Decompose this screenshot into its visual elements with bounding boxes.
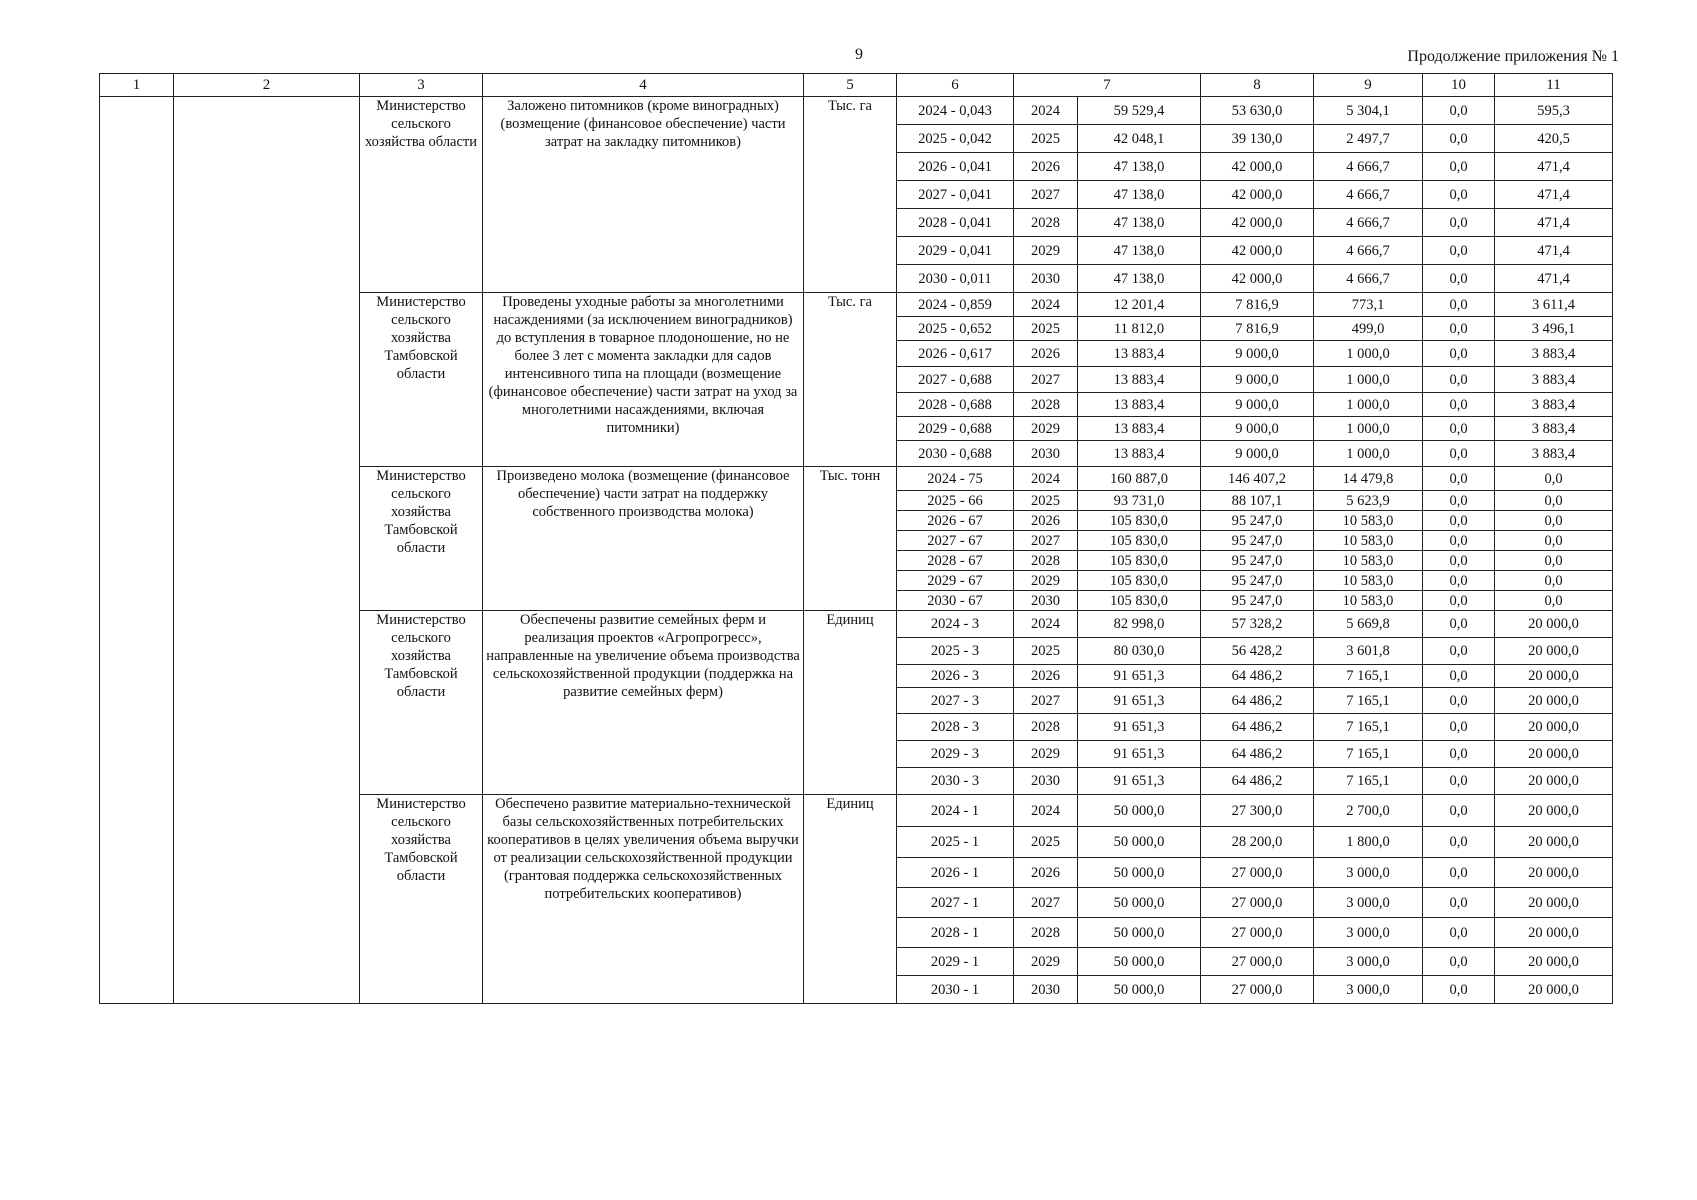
federal-budget-cell: 95 247,0: [1201, 591, 1314, 611]
local-budget-cell: 0,0: [1423, 827, 1495, 858]
extra-budget-cell: 0,0: [1495, 591, 1613, 611]
unit-cell: Тыс. га: [804, 293, 897, 467]
total-funding-cell: 91 651,3: [1078, 714, 1201, 741]
total-funding-cell: 91 651,3: [1078, 688, 1201, 714]
local-budget-cell: 0,0: [1423, 491, 1495, 511]
year-cell: 2030: [1014, 768, 1078, 795]
target-value-cell: 2030 - 3: [897, 768, 1014, 795]
extra-budget-cell: 20 000,0: [1495, 858, 1613, 888]
year-cell: 2027: [1014, 367, 1078, 393]
target-value-cell: 2026 - 0,617: [897, 341, 1014, 367]
extra-budget-cell: 471,4: [1495, 153, 1613, 181]
total-funding-cell: 13 883,4: [1078, 417, 1201, 441]
total-funding-cell: 91 651,3: [1078, 768, 1201, 795]
extra-budget-cell: 20 000,0: [1495, 665, 1613, 688]
regional-budget-cell: 1 000,0: [1314, 367, 1423, 393]
column-header: 7: [1014, 74, 1201, 97]
federal-budget-cell: 42 000,0: [1201, 237, 1314, 265]
total-funding-cell: 80 030,0: [1078, 638, 1201, 665]
local-budget-cell: 0,0: [1423, 551, 1495, 571]
year-cell: 2029: [1014, 571, 1078, 591]
regional-budget-cell: 3 000,0: [1314, 888, 1423, 918]
extra-budget-cell: 20 000,0: [1495, 918, 1613, 948]
federal-budget-cell: 95 247,0: [1201, 571, 1314, 591]
year-cell: 2028: [1014, 551, 1078, 571]
total-funding-cell: 47 138,0: [1078, 153, 1201, 181]
year-cell: 2026: [1014, 665, 1078, 688]
federal-budget-cell: 27 000,0: [1201, 918, 1314, 948]
regional-budget-cell: 1 000,0: [1314, 417, 1423, 441]
total-funding-cell: 91 651,3: [1078, 665, 1201, 688]
year-cell: 2030: [1014, 976, 1078, 1004]
local-budget-cell: 0,0: [1423, 153, 1495, 181]
regional-budget-cell: 4 666,7: [1314, 237, 1423, 265]
extra-budget-cell: 0,0: [1495, 511, 1613, 531]
federal-budget-cell: 146 407,2: [1201, 467, 1314, 491]
federal-budget-cell: 9 000,0: [1201, 341, 1314, 367]
year-cell: 2026: [1014, 511, 1078, 531]
target-value-cell: 2026 - 3: [897, 665, 1014, 688]
regional-budget-cell: 5 623,9: [1314, 491, 1423, 511]
extra-budget-cell: 3 883,4: [1495, 341, 1613, 367]
federal-budget-cell: 7 816,9: [1201, 293, 1314, 317]
federal-budget-cell: 39 130,0: [1201, 125, 1314, 153]
target-value-cell: 2026 - 1: [897, 858, 1014, 888]
program-table: [99, 73, 1613, 1004]
year-cell: 2028: [1014, 393, 1078, 417]
extra-budget-cell: 471,4: [1495, 265, 1613, 293]
total-funding-cell: 160 887,0: [1078, 467, 1201, 491]
year-cell: 2029: [1014, 948, 1078, 976]
extra-budget-cell: 0,0: [1495, 571, 1613, 591]
extra-budget-cell: 471,4: [1495, 181, 1613, 209]
target-value-cell: 2029 - 0,688: [897, 417, 1014, 441]
total-funding-cell: 11 812,0: [1078, 317, 1201, 341]
ministry-cell: Министерство сельского хозяйства Тамбовской области: [360, 795, 483, 1004]
federal-budget-cell: 42 000,0: [1201, 209, 1314, 237]
year-cell: 2027: [1014, 531, 1078, 551]
total-funding-cell: 105 830,0: [1078, 571, 1201, 591]
target-value-cell: 2027 - 0,688: [897, 367, 1014, 393]
regional-budget-cell: 14 479,8: [1314, 467, 1423, 491]
regional-budget-cell: 3 000,0: [1314, 918, 1423, 948]
extra-budget-cell: 471,4: [1495, 209, 1613, 237]
local-budget-cell: 0,0: [1423, 209, 1495, 237]
local-budget-cell: 0,0: [1423, 858, 1495, 888]
unit-cell: Единиц: [804, 611, 897, 795]
local-budget-cell: 0,0: [1423, 918, 1495, 948]
target-value-cell: 2029 - 67: [897, 571, 1014, 591]
local-budget-cell: 0,0: [1423, 795, 1495, 827]
local-budget-cell: 0,0: [1423, 97, 1495, 125]
target-value-cell: 2029 - 1: [897, 948, 1014, 976]
local-budget-cell: 0,0: [1423, 888, 1495, 918]
column-header: 11: [1495, 74, 1613, 97]
local-budget-cell: 0,0: [1423, 531, 1495, 551]
federal-budget-cell: 56 428,2: [1201, 638, 1314, 665]
table-body: [100, 74, 1613, 1004]
year-cell: 2030: [1014, 441, 1078, 467]
target-value-cell: 2026 - 67: [897, 511, 1014, 531]
extra-budget-cell: 3 883,4: [1495, 393, 1613, 417]
extra-budget-cell: 20 000,0: [1495, 768, 1613, 795]
total-funding-cell: 13 883,4: [1078, 393, 1201, 417]
target-value-cell: 2025 - 0,652: [897, 317, 1014, 341]
regional-budget-cell: 10 583,0: [1314, 571, 1423, 591]
total-funding-cell: 50 000,0: [1078, 976, 1201, 1004]
table-row: [100, 97, 1613, 125]
regional-budget-cell: 3 000,0: [1314, 858, 1423, 888]
regional-budget-cell: 2 497,7: [1314, 125, 1423, 153]
total-funding-cell: 105 830,0: [1078, 511, 1201, 531]
total-funding-cell: 47 138,0: [1078, 209, 1201, 237]
federal-budget-cell: 42 000,0: [1201, 265, 1314, 293]
year-cell: 2025: [1014, 827, 1078, 858]
local-budget-cell: 0,0: [1423, 441, 1495, 467]
column-header: 6: [897, 74, 1014, 97]
federal-budget-cell: 42 000,0: [1201, 153, 1314, 181]
total-funding-cell: 13 883,4: [1078, 367, 1201, 393]
regional-budget-cell: 4 666,7: [1314, 265, 1423, 293]
extra-budget-cell: 0,0: [1495, 491, 1613, 511]
year-cell: 2029: [1014, 237, 1078, 265]
federal-budget-cell: 7 816,9: [1201, 317, 1314, 341]
target-value-cell: 2027 - 1: [897, 888, 1014, 918]
target-value-cell: 2029 - 3: [897, 741, 1014, 768]
year-cell: 2025: [1014, 491, 1078, 511]
target-value-cell: 2024 - 1: [897, 795, 1014, 827]
regional-budget-cell: 4 666,7: [1314, 181, 1423, 209]
total-funding-cell: 12 201,4: [1078, 293, 1201, 317]
local-budget-cell: 0,0: [1423, 125, 1495, 153]
total-funding-cell: 13 883,4: [1078, 441, 1201, 467]
regional-budget-cell: 5 304,1: [1314, 97, 1423, 125]
local-budget-cell: 0,0: [1423, 265, 1495, 293]
target-value-cell: 2025 - 3: [897, 638, 1014, 665]
column-header: 3: [360, 74, 483, 97]
regional-budget-cell: 10 583,0: [1314, 511, 1423, 531]
total-funding-cell: 47 138,0: [1078, 265, 1201, 293]
extra-budget-cell: 20 000,0: [1495, 611, 1613, 638]
federal-budget-cell: 42 000,0: [1201, 181, 1314, 209]
result-description-cell: Проведены уходные работы за многолетними насаждениями (за исключением виноградников) до вступления в товарное плодоношение, но не более 3 лет с момента закладки для садов интенсивного типа на площади (возмещение (финансовое обеспечение) части затрат на уход за многолетними насаждениями, включая питомники): [483, 293, 804, 467]
result-description-cell: Обеспечены развитие семейных ферм и реализация проектов «Агропрогресс», направленные на увеличение объема производства сельскохозяйственной продукции (поддержка на развитие семейных ферм): [483, 611, 804, 795]
extra-budget-cell: 20 000,0: [1495, 888, 1613, 918]
federal-budget-cell: 9 000,0: [1201, 417, 1314, 441]
total-funding-cell: 13 883,4: [1078, 341, 1201, 367]
target-value-cell: 2027 - 0,041: [897, 181, 1014, 209]
extra-budget-cell: 20 000,0: [1495, 741, 1613, 768]
total-funding-cell: 93 731,0: [1078, 491, 1201, 511]
extra-budget-cell: 420,5: [1495, 125, 1613, 153]
federal-budget-cell: 27 000,0: [1201, 858, 1314, 888]
total-funding-cell: 82 998,0: [1078, 611, 1201, 638]
federal-budget-cell: 57 328,2: [1201, 611, 1314, 638]
extra-budget-cell: 3 496,1: [1495, 317, 1613, 341]
federal-budget-cell: 9 000,0: [1201, 367, 1314, 393]
year-cell: 2024: [1014, 293, 1078, 317]
local-budget-cell: 0,0: [1423, 571, 1495, 591]
federal-budget-cell: 27 000,0: [1201, 888, 1314, 918]
col1-cell: [100, 97, 174, 1004]
extra-budget-cell: 3 883,4: [1495, 417, 1613, 441]
extra-budget-cell: 20 000,0: [1495, 827, 1613, 858]
year-cell: 2027: [1014, 888, 1078, 918]
column-header: 5: [804, 74, 897, 97]
year-cell: 2029: [1014, 417, 1078, 441]
column-header: 1: [100, 74, 174, 97]
target-value-cell: 2025 - 66: [897, 491, 1014, 511]
target-value-cell: 2024 - 3: [897, 611, 1014, 638]
local-budget-cell: 0,0: [1423, 741, 1495, 768]
col2-cell: [174, 97, 360, 1004]
total-funding-cell: 91 651,3: [1078, 741, 1201, 768]
target-value-cell: 2028 - 67: [897, 551, 1014, 571]
regional-budget-cell: 7 165,1: [1314, 768, 1423, 795]
year-cell: 2028: [1014, 918, 1078, 948]
total-funding-cell: 59 529,4: [1078, 97, 1201, 125]
total-funding-cell: 105 830,0: [1078, 531, 1201, 551]
target-value-cell: 2030 - 1: [897, 976, 1014, 1004]
column-header: 10: [1423, 74, 1495, 97]
total-funding-cell: 50 000,0: [1078, 888, 1201, 918]
page-number: 9: [855, 46, 863, 63]
extra-budget-cell: 20 000,0: [1495, 688, 1613, 714]
local-budget-cell: 0,0: [1423, 393, 1495, 417]
extra-budget-cell: 20 000,0: [1495, 795, 1613, 827]
local-budget-cell: 0,0: [1423, 237, 1495, 265]
regional-budget-cell: 7 165,1: [1314, 688, 1423, 714]
target-value-cell: 2025 - 1: [897, 827, 1014, 858]
target-value-cell: 2029 - 0,041: [897, 237, 1014, 265]
year-cell: 2024: [1014, 795, 1078, 827]
extra-budget-cell: 0,0: [1495, 551, 1613, 571]
target-value-cell: 2028 - 1: [897, 918, 1014, 948]
column-number-row: [100, 74, 1613, 97]
local-budget-cell: 0,0: [1423, 317, 1495, 341]
target-value-cell: 2024 - 75: [897, 467, 1014, 491]
ministry-cell: Министерство сельского хозяйства Тамбовской области: [360, 467, 483, 611]
year-cell: 2030: [1014, 265, 1078, 293]
column-header: 2: [174, 74, 360, 97]
local-budget-cell: 0,0: [1423, 638, 1495, 665]
regional-budget-cell: 1 000,0: [1314, 441, 1423, 467]
extra-budget-cell: 20 000,0: [1495, 638, 1613, 665]
local-budget-cell: 0,0: [1423, 665, 1495, 688]
target-value-cell: 2026 - 0,041: [897, 153, 1014, 181]
regional-budget-cell: 7 165,1: [1314, 714, 1423, 741]
total-funding-cell: 50 000,0: [1078, 918, 1201, 948]
target-value-cell: 2027 - 3: [897, 688, 1014, 714]
total-funding-cell: 50 000,0: [1078, 795, 1201, 827]
federal-budget-cell: 95 247,0: [1201, 531, 1314, 551]
year-cell: 2027: [1014, 688, 1078, 714]
year-cell: 2028: [1014, 714, 1078, 741]
federal-budget-cell: 27 300,0: [1201, 795, 1314, 827]
local-budget-cell: 0,0: [1423, 591, 1495, 611]
regional-budget-cell: 1 800,0: [1314, 827, 1423, 858]
total-funding-cell: 47 138,0: [1078, 237, 1201, 265]
federal-budget-cell: 9 000,0: [1201, 441, 1314, 467]
extra-budget-cell: 3 883,4: [1495, 367, 1613, 393]
local-budget-cell: 0,0: [1423, 367, 1495, 393]
regional-budget-cell: 499,0: [1314, 317, 1423, 341]
total-funding-cell: 50 000,0: [1078, 827, 1201, 858]
year-cell: 2028: [1014, 209, 1078, 237]
year-cell: 2029: [1014, 741, 1078, 768]
year-cell: 2024: [1014, 611, 1078, 638]
regional-budget-cell: 4 666,7: [1314, 209, 1423, 237]
local-budget-cell: 0,0: [1423, 511, 1495, 531]
target-value-cell: 2030 - 0,011: [897, 265, 1014, 293]
extra-budget-cell: 20 000,0: [1495, 714, 1613, 741]
extra-budget-cell: 3 611,4: [1495, 293, 1613, 317]
extra-budget-cell: 3 883,4: [1495, 441, 1613, 467]
target-value-cell: 2025 - 0,042: [897, 125, 1014, 153]
total-funding-cell: 105 830,0: [1078, 551, 1201, 571]
year-cell: 2025: [1014, 638, 1078, 665]
federal-budget-cell: 95 247,0: [1201, 511, 1314, 531]
target-value-cell: 2027 - 67: [897, 531, 1014, 551]
year-cell: 2027: [1014, 181, 1078, 209]
extra-budget-cell: 595,3: [1495, 97, 1613, 125]
unit-cell: Тыс. тонн: [804, 467, 897, 611]
continuation-label: Продолжение приложения № 1: [1407, 48, 1619, 65]
federal-budget-cell: 9 000,0: [1201, 393, 1314, 417]
local-budget-cell: 0,0: [1423, 768, 1495, 795]
year-cell: 2026: [1014, 858, 1078, 888]
regional-budget-cell: 10 583,0: [1314, 531, 1423, 551]
target-value-cell: 2024 - 0,859: [897, 293, 1014, 317]
year-cell: 2025: [1014, 317, 1078, 341]
column-header: 9: [1314, 74, 1423, 97]
local-budget-cell: 0,0: [1423, 417, 1495, 441]
target-value-cell: 2028 - 3: [897, 714, 1014, 741]
year-cell: 2026: [1014, 153, 1078, 181]
regional-budget-cell: 773,1: [1314, 293, 1423, 317]
column-header: 4: [483, 74, 804, 97]
result-description-cell: Заложено питомников (кроме виноградных) (возмещение (финансовое обеспечение) части затрат на закладку питомников): [483, 97, 804, 293]
target-value-cell: 2028 - 0,041: [897, 209, 1014, 237]
federal-budget-cell: 64 486,2: [1201, 665, 1314, 688]
federal-budget-cell: 64 486,2: [1201, 768, 1314, 795]
year-cell: 2024: [1014, 467, 1078, 491]
regional-budget-cell: 1 000,0: [1314, 393, 1423, 417]
regional-budget-cell: 5 669,8: [1314, 611, 1423, 638]
federal-budget-cell: 28 200,0: [1201, 827, 1314, 858]
regional-budget-cell: 1 000,0: [1314, 341, 1423, 367]
target-value-cell: 2030 - 0,688: [897, 441, 1014, 467]
extra-budget-cell: 471,4: [1495, 237, 1613, 265]
local-budget-cell: 0,0: [1423, 976, 1495, 1004]
ministry-cell: Министерство сельского хозяйства Тамбовской области: [360, 293, 483, 467]
total-funding-cell: 50 000,0: [1078, 948, 1201, 976]
column-header: 8: [1201, 74, 1314, 97]
federal-budget-cell: 88 107,1: [1201, 491, 1314, 511]
federal-budget-cell: 27 000,0: [1201, 948, 1314, 976]
federal-budget-cell: 95 247,0: [1201, 551, 1314, 571]
regional-budget-cell: 3 601,8: [1314, 638, 1423, 665]
ministry-cell: Министерство сельского хозяйства области: [360, 97, 483, 293]
year-cell: 2025: [1014, 125, 1078, 153]
local-budget-cell: 0,0: [1423, 467, 1495, 491]
year-cell: 2030: [1014, 591, 1078, 611]
total-funding-cell: 47 138,0: [1078, 181, 1201, 209]
local-budget-cell: 0,0: [1423, 293, 1495, 317]
local-budget-cell: 0,0: [1423, 714, 1495, 741]
federal-budget-cell: 64 486,2: [1201, 714, 1314, 741]
local-budget-cell: 0,0: [1423, 688, 1495, 714]
unit-cell: Тыс. га: [804, 97, 897, 293]
total-funding-cell: 42 048,1: [1078, 125, 1201, 153]
regional-budget-cell: 10 583,0: [1314, 591, 1423, 611]
target-value-cell: 2028 - 0,688: [897, 393, 1014, 417]
extra-budget-cell: 20 000,0: [1495, 976, 1613, 1004]
regional-budget-cell: 2 700,0: [1314, 795, 1423, 827]
result-description-cell: Обеспечено развитие материально-технической базы сельскохозяйственных потребительских кооперативов в целях увеличения объема выручки от реализации сельскохозяйственной продукции (грантовая поддержка сельскохозяйственных потребительских кооперативов): [483, 795, 804, 1004]
federal-budget-cell: 27 000,0: [1201, 976, 1314, 1004]
regional-budget-cell: 10 583,0: [1314, 551, 1423, 571]
local-budget-cell: 0,0: [1423, 181, 1495, 209]
regional-budget-cell: 7 165,1: [1314, 665, 1423, 688]
result-description-cell: Произведено молока (возмещение (финансовое обеспечение) части затрат на поддержку собственного производства молока): [483, 467, 804, 611]
federal-budget-cell: 64 486,2: [1201, 688, 1314, 714]
federal-budget-cell: 64 486,2: [1201, 741, 1314, 768]
federal-budget-cell: 53 630,0: [1201, 97, 1314, 125]
extra-budget-cell: 0,0: [1495, 467, 1613, 491]
regional-budget-cell: 7 165,1: [1314, 741, 1423, 768]
regional-budget-cell: 4 666,7: [1314, 153, 1423, 181]
total-funding-cell: 50 000,0: [1078, 858, 1201, 888]
target-value-cell: 2030 - 67: [897, 591, 1014, 611]
local-budget-cell: 0,0: [1423, 611, 1495, 638]
unit-cell: Единиц: [804, 795, 897, 1004]
local-budget-cell: 0,0: [1423, 948, 1495, 976]
regional-budget-cell: 3 000,0: [1314, 948, 1423, 976]
local-budget-cell: 0,0: [1423, 341, 1495, 367]
total-funding-cell: 105 830,0: [1078, 591, 1201, 611]
ministry-cell: Министерство сельского хозяйства Тамбовской области: [360, 611, 483, 795]
regional-budget-cell: 3 000,0: [1314, 976, 1423, 1004]
target-value-cell: 2024 - 0,043: [897, 97, 1014, 125]
year-cell: 2026: [1014, 341, 1078, 367]
year-cell: 2024: [1014, 97, 1078, 125]
extra-budget-cell: 20 000,0: [1495, 948, 1613, 976]
extra-budget-cell: 0,0: [1495, 531, 1613, 551]
